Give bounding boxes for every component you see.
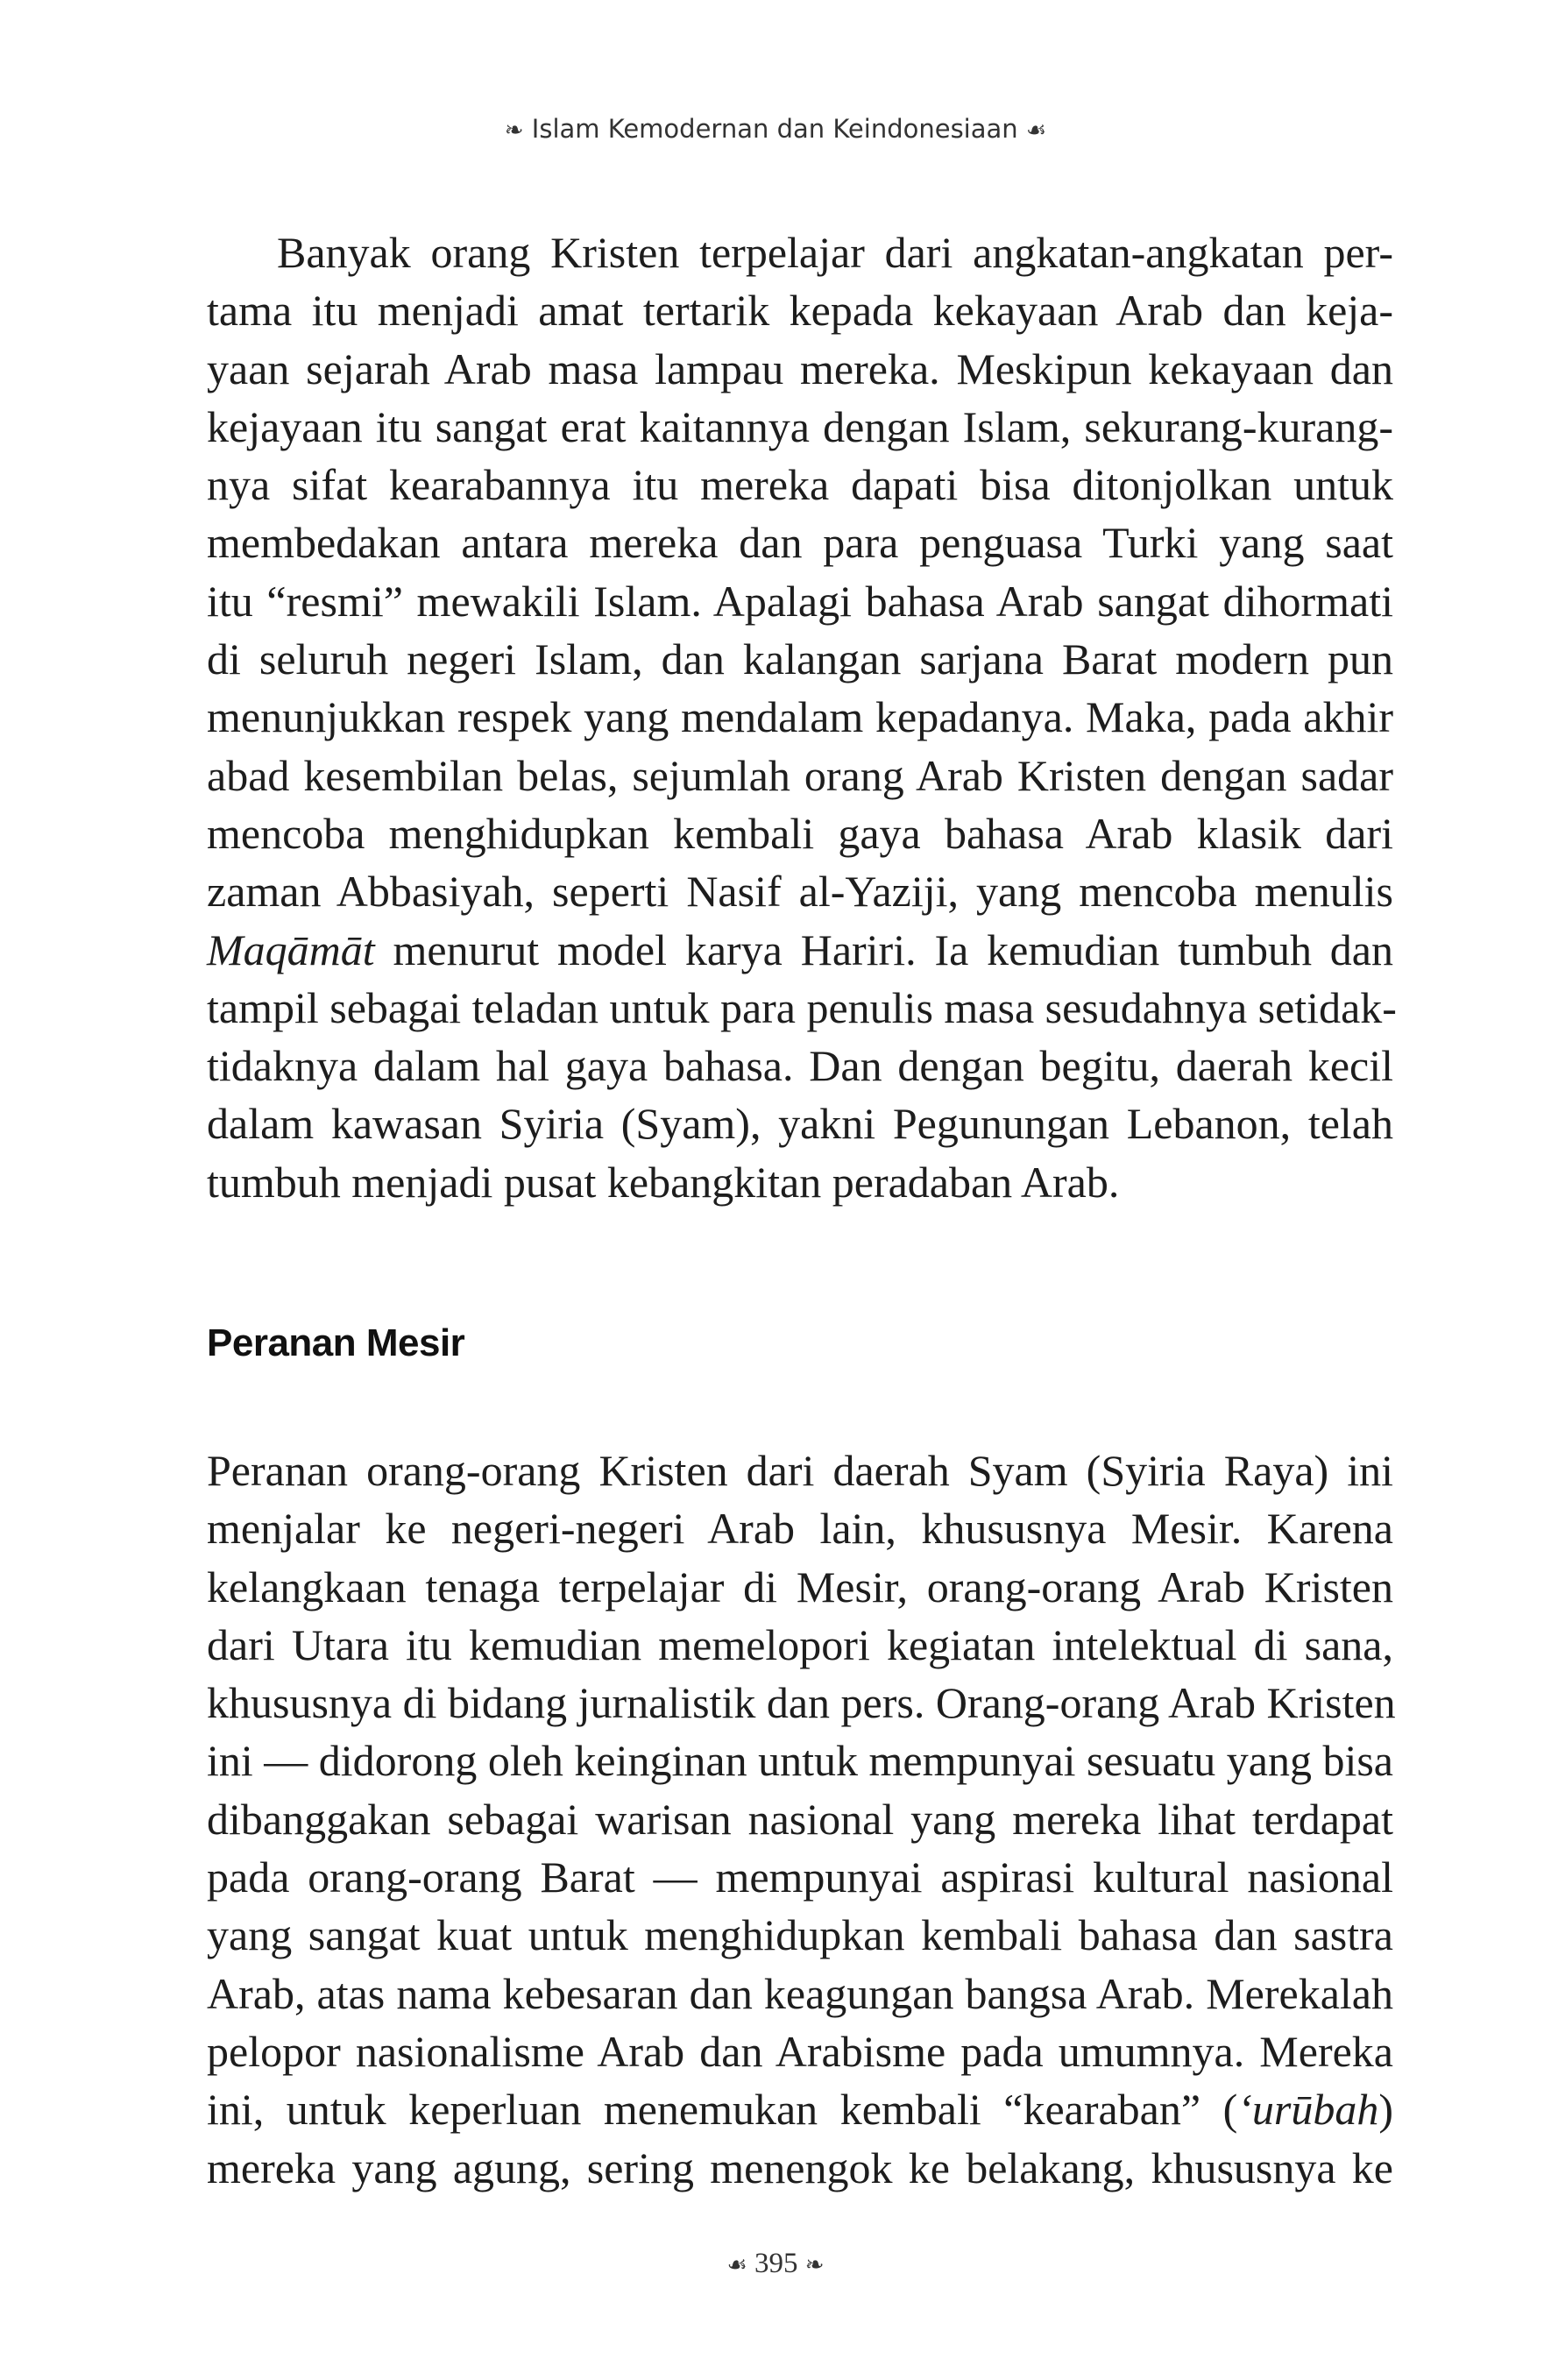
text-line: Arab, atas nama kebesaran dan keagungan bangsa Arab. Merekalah: [207, 1968, 1393, 2018]
text-line: pada orang-orang Barat — mempunyai aspirasi kultural nasional: [207, 1852, 1393, 1902]
text-line: Peranan orang-orang Kristen dari daerah Syam (Syiria Raya) ini: [207, 1446, 1393, 1495]
text-line: tampil sebagai teladan untuk para penulis masa sesudahnya setidak-: [207, 982, 1397, 1032]
text-line: kelangkaan tenaga terpelajar di Mesir, orang-orang Arab Kristen: [207, 1562, 1393, 1611]
ornament-right-icon: ☙: [1025, 117, 1047, 144]
section-heading: Peranan Mesir: [207, 1321, 465, 1364]
body-paragraph-2: [207, 1441, 1396, 2197]
text-line: ini — didorong oleh keinginan untuk mempunyai sesuatu yang bisa: [207, 1736, 1393, 1786]
italic-term: ‘urūbah: [1237, 2085, 1379, 2135]
running-header: [0, 114, 1551, 144]
ornament-right-icon: ❧: [804, 2252, 825, 2278]
text-line: tama itu menjadi amat tertarik kepada kekayaan Arab dan keja-: [207, 286, 1393, 336]
text-line: itu “resmi” mewakili Islam. Apalagi bahasa Arab sangat dihormati: [207, 576, 1393, 626]
text-line: nya sifat kearabannya itu mereka dapati bisa ditonjolkan untuk: [207, 460, 1393, 510]
text-line: Banyak orang Kristen terpelajar dari angkatan-angkatan per-: [277, 228, 1393, 277]
text-line: khususnya di bidang jurnalistik dan pers. Orang-orang Arab Kristen: [207, 1678, 1396, 1728]
text-line: tidaknya dalam hal gaya bahasa. Dan dengan begitu, daerah kecil: [207, 1041, 1393, 1091]
body-paragraph-1: [207, 223, 1397, 1211]
text-line: mereka yang agung, sering menengok ke belakang, khususnya ke: [207, 2143, 1393, 2192]
text-line: pelopor nasionalisme Arab dan Arabisme pada umumnya. Mereka: [207, 2026, 1393, 2076]
text-line: dibanggakan sebagai warisan nasional yang mereka lihat terdapat: [207, 1794, 1393, 1844]
running-header-title: Islam Kemodernan dan Keindonesiaan: [531, 114, 1018, 144]
text-line: dari Utara itu kemudian memelopori kegiatan intelektual di sana,: [207, 1619, 1393, 1669]
italic-title: Maqāmāt: [207, 924, 375, 974]
text-line: di seluruh negeri Islam, dan kalangan sarjana Barat modern pun: [207, 634, 1393, 684]
text-line: abad kesembilan belas, sejumlah orang Arab Kristen dengan sadar: [207, 750, 1393, 800]
text-line: [207, 2080, 1393, 2138]
text-line: mencoba menghidupkan kembali gaya bahasa Arab klasik dari: [207, 808, 1393, 858]
text-line: menjalar ke negeri-negeri Arab lain, khususnya Mesir. Karena: [207, 1504, 1393, 1554]
text-line: tumbuh menjadi pusat kebangkitan peradaban Arab.: [207, 1157, 1120, 1207]
text-line: yang sangat kuat untuk menghidupkan kembali bahasa dan sastra: [207, 1910, 1393, 1960]
page-number: 395: [754, 2248, 798, 2279]
text-line: zaman Abbasiyah, seperti Nasif al-Yaziji, yang mencoba menulis: [207, 867, 1393, 917]
text-line: kejayaan itu sangat erat kaitannya dengan Islam, sekurang-kurang-: [207, 401, 1393, 451]
text-fragment: ): [1378, 2085, 1393, 2135]
text-line: menunjukkan respek yang mendalam kepadanya. Maka, pada akhir: [207, 692, 1393, 742]
text-fragment: ini, untuk keperluan menemukan kembali “kearaban” (: [207, 2085, 1238, 2135]
page-footer: [0, 2248, 1551, 2280]
text-line: [207, 921, 1393, 979]
text-line: dalam kawasan Syiria (Syam), yakni Pegunungan Lebanon, telah: [207, 1099, 1393, 1149]
text-line: yaan sejarah Arab masa lampau mereka. Meskipun kekayaan dan: [207, 344, 1393, 393]
ornament-left-icon: ☙: [726, 2252, 747, 2278]
ornament-left-icon: ❧: [504, 117, 524, 144]
text-line: membedakan antara mereka dan para penguasa Turki yang saat: [207, 518, 1393, 568]
text-fragment: menurut model karya Hariri. Ia kemudian tumbuh dan: [374, 924, 1393, 974]
